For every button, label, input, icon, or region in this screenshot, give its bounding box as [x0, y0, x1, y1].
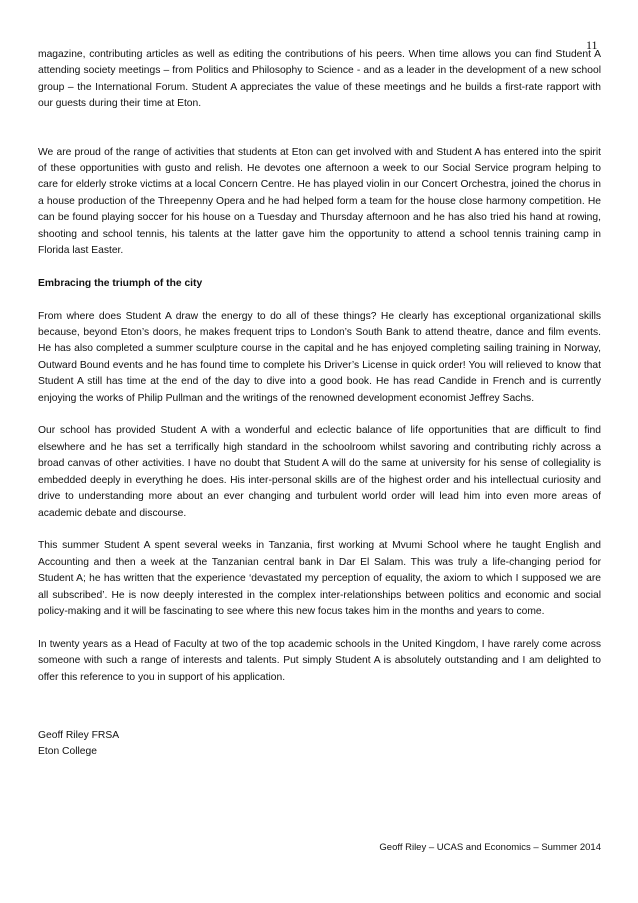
section-heading: Embracing the triumph of the city	[38, 277, 203, 289]
paragraph-energy: From where does Student A draw the energy to do all of these things? He clearly has exceptional organizational skills because, beyond Eton’s doors, he makes frequent trips to London’s South Bank to attend theatre, dance and film events. He has also completed a summer sculpture course in the capital and he has enjoyed completing sailing training in Norway, Outward Bound events and he has found time to complete his Driver’s License in quick order! You will relieved to know that Student A still has time at the end of the day to dive into a good book. He has read Candide in French and is currently enjoying the works of Philip Pullman and the writings of the renowned development economist Jeffrey Sachs.	[38, 310, 601, 404]
paragraph-balance: Our school has provided Student A with a wonderful and eclectic balance of life opportunities that are difficult to find elsewhere and he has set a terrifically high standard in the schoolroom whilst savoring and contributing richly across a broad canvas of other activities. I have no doubt that Student A will do the same at university for his sense of collegiality is embedded deeply in everything he does. His inter-personal skills are of the highest order and his intellectual curiosity and drive to understanding more about an ever changing and turbulent world order will lead him into even more areas of academic debate and discourse.	[38, 425, 601, 519]
paragraph-tanzania: This summer Student A spent several weeks in Tanzania, first working at Mvumi School where he taught English and Accounting and then a week at the Tanzanian central bank in Dar El Salam. This was truly a life-changing period for Student A; he has written that the experience ‘devastated my perception of equality, the axiom to which I supposed we are all subscribed’. He is now deeply interested in the complex inter-relationships between politics and economic and social policy-making and it will be fascinating to see where this new focus takes him in the months and years to come.	[38, 540, 601, 617]
paragraph-extracurricular: We are proud of the range of activities that students at Eton can get involved with and Student A has entered into the spirit of these opportunities with gusto and relish. He devotes one afternoon a week to our Social Service program helping to care for elderly stroke victims at a local Concern Centre. He has played violin in our Concert Orchestra, joined the chorus in a house production of the Threepenny Opera and he had helped form a team for the house close harmony competition. He can be found playing soccer for his house on a Tuesday and Thursday afternoon and he has also tried his hand at rowing, shooting and school tennis, his talents at the latter gave him the opportunity to attend a school tennis training camp in Florida last Easter.	[38, 146, 601, 257]
page-number: 11	[586, 38, 598, 52]
letter-body	[38, 47, 601, 761]
paragraph-activities-intro: magazine, contributing articles as well as editing the contributions of his peers. When time allows you can find Student A attending society meetings – from Politics and Philosophy to Science - and as a leader in the development of a new school group – the International Forum. Student A appreciates the value of these meetings and he builds a first-rate rapport with our guests during their time at Eton.	[38, 49, 601, 110]
signatory-name: Geoff Riley FRSA	[38, 729, 120, 741]
signatory-institution: Eton College	[38, 746, 97, 758]
page-footer: Geoff Riley – UCAS and Economics – Summer 2014	[379, 842, 601, 853]
signature-block	[38, 728, 601, 761]
paragraph-conclusion: In twenty years as a Head of Faculty at two of the top academic schools in the United Kingdom, I have rarely come across someone with such a range of interests and talents. Put simply Student A is absolutely outstanding and I am delighted to offer this reference to you in support of his application.	[38, 638, 601, 683]
